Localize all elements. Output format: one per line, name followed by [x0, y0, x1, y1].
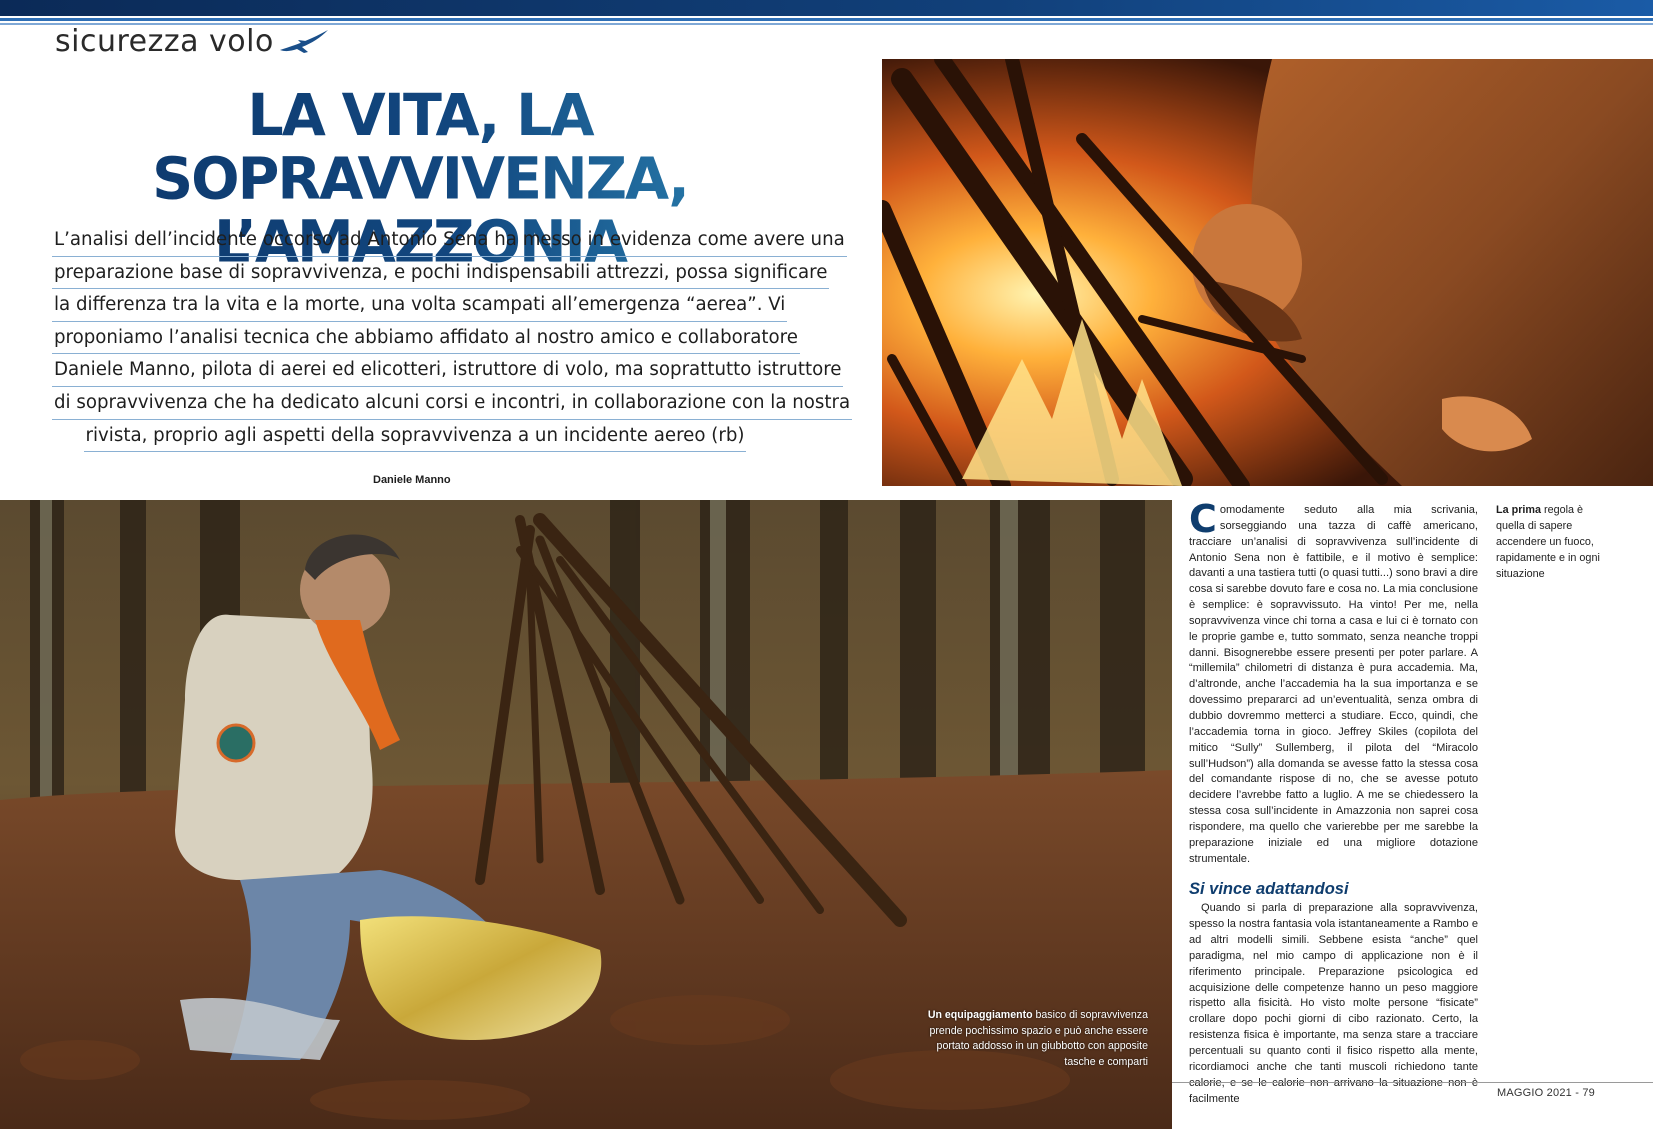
headline-line-1: LA VITA, LA SOPRAVVIVENZA,	[152, 82, 688, 213]
article-body	[1189, 497, 1478, 1107]
pull-note-text: regola è quella di sapere accendere un fuoco, rapidamente e in ogni situazione	[1496, 504, 1600, 580]
caption-lead: Un equipaggiamento	[927, 1009, 1033, 1021]
fire-photo	[882, 59, 1653, 486]
subheading: Si vince adattandosi	[1189, 880, 1349, 899]
byline: Daniele Manno	[373, 474, 451, 486]
header-band	[0, 0, 1653, 16]
photo-caption	[915, 1008, 1148, 1070]
pull-note-lead: La prima	[1496, 504, 1542, 516]
article-paragraph-2: Quando si parla di preparazione alla sopravvivenza, spesso la nostra fantasia vola istantaneamente a Rambo e ad altri modelli simili. Sebbene esista “anche” quel paradigma, nel mio campo di applicazione non è il riferimento principale. Preparazione psicologica ed acquisizione delle competenze hanno un peso maggiore rispetto alla fisicità. Ho visto molte persone “fisicate” crollare dopo pochi giorni di cibo razionato. Certo, la resistenza fisica è importante, ma senza stare a tracciare percentuali su quanto conti il fisico rispetto alla mente, ricordiamoci anche che tanti muscoli richiedono tante facilmente	[1189, 902, 1478, 1105]
lead-line: L’analisi dell’incidente occorso ad Antonio Sena ha messo in evidenza come avere una	[52, 224, 847, 257]
lead-line: preparazione base di sopravvivenza, e pochi indispensabili attrezzi, possa significare	[52, 257, 829, 290]
lead-line: rivista, proprio agli aspetti della sopravvivenza a un incidente aereo (rb)	[84, 420, 747, 453]
page-folio: MAGGIO 2021 - 79	[1497, 1087, 1595, 1099]
header-rule	[0, 18, 1653, 21]
paragraph-1-text: omodamente seduto alla mia scrivania, sorseggiando una tazza di caffè americano, tracciare un’analisi di sopravvivenza sull’incidente di Antonio Sena non è fattibile, e il motivo è semplice: davanti a una tastiera tutti (o quasi tutti...) sono bravi a dire cosa si sarebbe dovuto fare e cosa no. La mia conclusione è semplice: è sopravvissuto. Ha vinto! Per me, nella sopravvivenza vince chi torna a casa e lui ci è tornato con le proprie gambe e, tutto sommato, senza neanche troppi danni. Bisognerebbe essere presenti per poter parlare. A “millemila” chilometri di distanza è pura accademia. Ma, d’altronde, anche l’accademia ha la sua importanza e se dovessimo prepararci ad un’eventualità, senza ombra di dubbio dovremmo metterci a studiare. Ecco, quindi, che l’accademia torna in gioco. Jeffrey Skiles (copilota del mitico “Sully” Sullemberg, il pilota del “Miracolo sull’Hudson”) alla domanda se avesse fatto la stessa cosa del comandante rispose di no, che se avesse potuto decidere l’avrebbe fatto a luglio. A me se chiedessero la stessa cosa sull’incidente in Amazzonia non saprei cosa rispondere, ma quello che varierebbe per me sarebbe la preparazione iniziale ed una migliore dotazione strumentale.	[1189, 504, 1478, 865]
section-label	[55, 24, 330, 59]
drop-cap: C	[1189, 497, 1217, 541]
headline-line-2: L’AMAZZONIA	[214, 208, 626, 276]
footer-rule	[1172, 1082, 1653, 1083]
pull-note	[1496, 503, 1606, 583]
caption-text: basico di sopravvivenza prende pochissimo spazio e può anche essere portato addosso in un giubbotto con apposite tasche e comparti	[929, 1009, 1148, 1068]
article-paragraph-1	[1189, 497, 1478, 867]
lead-paragraph	[52, 224, 851, 452]
lead-line: Daniele Manno, pilota di aerei ed elicotteri, istruttore di volo, ma soprattutto istruttore	[52, 354, 843, 387]
airplane-icon	[278, 28, 330, 56]
lead-line: di sopravvivenza che ha dedicato alcuni corsi e incontri, in collaborazione con la nostra	[52, 387, 852, 420]
section-label-text: sicurezza volo	[55, 24, 274, 59]
lead-line: la differenza tra la vita e la morte, una volta scampati all’emergenza “aerea”. Vi	[52, 289, 787, 322]
lead-line: proponiamo l’analisi tecnica che abbiamo affidato al nostro amico e collaboratore	[52, 322, 800, 355]
